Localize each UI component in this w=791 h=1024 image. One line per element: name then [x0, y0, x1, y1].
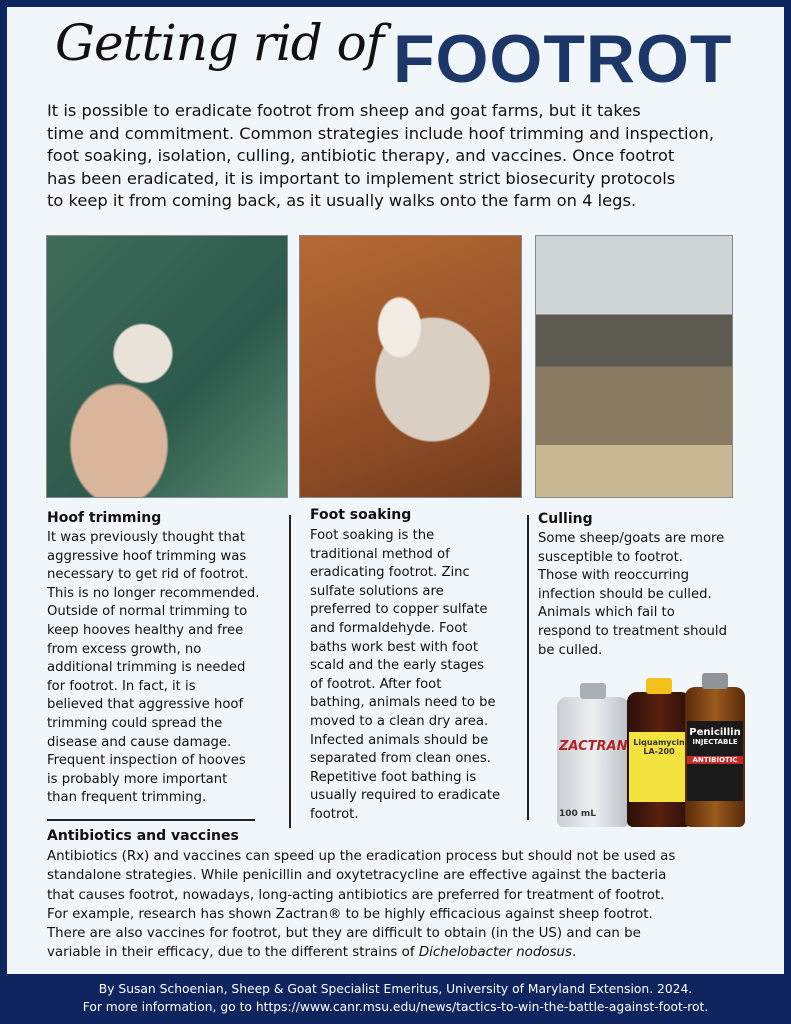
- text-line: aggressive hoof trimming was: [47, 548, 247, 564]
- text-line: Antibiotics (Rx) and vaccines can speed up the eradication process but should not be used as: [47, 849, 676, 864]
- text-line: necessary to get rid of footrot.: [47, 567, 249, 583]
- text-line: and formaldehyde. Foot: [310, 620, 468, 636]
- text-line: Frequent inspection of hooves: [47, 753, 246, 769]
- text-line: than frequent trimming.: [47, 790, 207, 806]
- text-line: It was previously thought that: [47, 530, 246, 545]
- text-line: foot soaking, isolation, culling, antibiotic therapy, and vaccines. Once footrot: [47, 146, 675, 165]
- text-line: Repetitive foot bathing is: [310, 769, 477, 785]
- text-line: that causes footrot, nowadays, long-acting antibiotics are preferred for treatment of footrot.: [47, 887, 665, 903]
- text-line: eradicating footrot. Zinc: [310, 565, 470, 581]
- text-line: susceptible to footrot.: [538, 549, 683, 565]
- text-line: For example, research has shown Zactran® to be highly efficacious against sheep footrot.: [47, 906, 653, 922]
- text-line: Infected animals should be: [310, 732, 489, 748]
- section-divider: [47, 819, 255, 821]
- text-line: for footrot. In fact, it is: [47, 678, 196, 694]
- text-line: to keep it from coming back, as it usually walks onto the farm on 4 legs.: [47, 191, 637, 210]
- culling-text: [538, 530, 727, 660]
- text-line: trimming could spread the: [47, 715, 223, 731]
- intro-paragraph: [47, 100, 767, 213]
- text-line: be culled.: [538, 642, 603, 658]
- text-line: variable in their efficacy, due to the different strains of Dichelobacter nodosus.: [47, 945, 577, 961]
- text-line: time and commitment. Common strategies include hoof trimming and inspection,: [47, 123, 714, 143]
- text-line: believed that aggressive hoof: [47, 697, 244, 713]
- photo-sheep-trailer: [535, 235, 733, 498]
- photo-goat: [299, 235, 522, 498]
- title-script: Getting rid of: [55, 14, 384, 72]
- heading-culling: Culling: [538, 511, 593, 527]
- hoof-trimming-text: [47, 529, 259, 808]
- antibiotics-text: [47, 847, 675, 963]
- text-line: infection should be culled.: [538, 586, 712, 602]
- text-line: Those with reoccurring: [538, 568, 690, 584]
- foot-soaking-text: [310, 527, 500, 825]
- text-line: is probably more important: [47, 771, 228, 787]
- text-line: For more information, go to https://www.canr.msu.edu/news/tactics-to-win-the-battle-against-foot-rot.: [82, 1000, 709, 1014]
- heading-antibiotics: Antibiotics and vaccines: [47, 828, 239, 844]
- antibiotic-bottles-image: [555, 677, 747, 827]
- text-line: standalone strategies. While penicillin and oxytetracycline are effective against the bacteria: [47, 868, 667, 884]
- text-line: from excess growth, no: [47, 641, 202, 657]
- text-line: footrot.: [310, 806, 359, 822]
- text-line: of footrot. After foot: [310, 676, 442, 692]
- column-divider: [289, 515, 291, 828]
- column-divider: [527, 515, 529, 820]
- text-line: usually required to eradicate: [310, 788, 501, 804]
- text-line: preferred to copper sulfate: [310, 602, 488, 618]
- text-line: Outside of normal trimming to: [47, 604, 248, 620]
- text-line: Foot soaking is the: [310, 528, 435, 543]
- text-line: scald and the early stages: [310, 658, 485, 674]
- text-line: separated from clean ones.: [310, 751, 491, 767]
- text-line: baths work best with foot: [310, 639, 478, 655]
- text-line: sulfate solutions are: [310, 583, 444, 599]
- text-line: By Susan Schoenian, Sheep & Goat Specialist Emeritus, University of Maryland Extension. 2024.: [98, 982, 693, 996]
- text-line: has been eradicated, it is important to implement strict biosecurity protocols: [47, 168, 676, 188]
- text-line: respond to treatment should: [538, 623, 727, 639]
- text-line: Some sheep/goats are more: [538, 531, 725, 546]
- text-line: This is no longer recommended.: [47, 585, 260, 601]
- photo-hoof-trimming: [46, 235, 288, 498]
- text-line: There are also vaccines for footrot, but they are difficult to obtain (in the US) and can be: [47, 926, 641, 942]
- text-line: bathing, animals need to be: [310, 695, 496, 711]
- penicillin-bottle: Penicillin INJECTABLE ANTIBIOTIC: [685, 687, 745, 827]
- text-line: Animals which fail to: [538, 605, 675, 621]
- text-line: keep hooves healthy and free: [47, 622, 244, 638]
- zactran-bottle: ZACTRAN 100 mL: [557, 697, 629, 827]
- title-bold: FOOTROT: [393, 21, 733, 97]
- text-line: additional trimming is needed: [47, 660, 246, 676]
- text-line: It is possible to eradicate footrot from sheep and goat farms, but it takes: [47, 101, 641, 120]
- heading-hoof-trimming: Hoof trimming: [47, 510, 162, 526]
- footer-credits: [0, 980, 791, 1016]
- heading-foot-soaking: Foot soaking: [310, 507, 412, 523]
- text-line: disease and cause damage.: [47, 734, 232, 750]
- text-line: moved to a clean dry area.: [310, 713, 489, 729]
- text-line: traditional method of: [310, 546, 450, 562]
- liquamycin-bottle: Liquamycin LA-200: [627, 692, 691, 827]
